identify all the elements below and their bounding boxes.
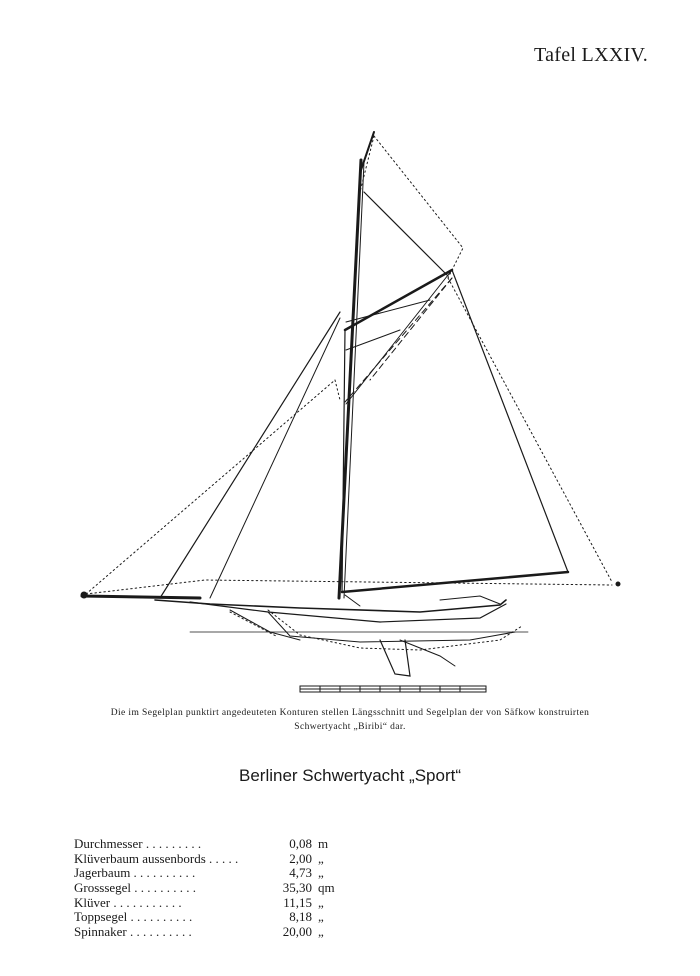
caption-line-1: Die im Segelplan punktirt angedeuteten Konturen stellen Längsschnitt und Segelplan der von Säfkow konstruirten [110, 708, 590, 718]
spec-unit: m [318, 836, 329, 851]
spec-value: 4,73 [289, 865, 312, 881]
spec-value: 2,00 [289, 850, 312, 866]
spec-unit: „ [318, 865, 324, 881]
gaff [345, 270, 452, 330]
spec-table [74, 837, 335, 940]
spec-value: 8,18 [289, 909, 312, 925]
spec-label: Durchmesser . . . . . . . . . [74, 836, 202, 851]
spec-row [74, 881, 335, 896]
jib-outline [160, 312, 340, 598]
spec-unit: „ [318, 909, 324, 925]
spec-label: Grosssegel . . . . . . . . . . [74, 880, 197, 896]
spec-unit: „ [318, 850, 324, 866]
spec-value: 11,15 [283, 894, 312, 910]
mainsail-outline [342, 270, 568, 592]
biribi-dashed-boom [345, 278, 452, 402]
spec-unit: qm [318, 880, 335, 896]
spec-value: 20,00 [282, 924, 312, 940]
caption-line-2: Schwertyacht „Biribi“ dar. [294, 722, 406, 732]
spec-value: 35,30 [282, 880, 312, 896]
hull-outline [155, 600, 506, 612]
bowsprit [82, 596, 200, 598]
spec-row [74, 852, 335, 867]
figure-caption [60, 706, 640, 734]
topmast-tip [361, 132, 374, 170]
spec-unit: „ [318, 894, 324, 910]
spec-value: 0,08 [289, 836, 312, 851]
spec-label: Spinnaker . . . . . . . . . . [74, 924, 192, 940]
topsail-outline [364, 192, 448, 276]
spec-row [74, 925, 335, 940]
page-title: Berliner Schwertyacht „Sport“ [238, 766, 462, 785]
plate-number: Tafel LXXIV. [533, 44, 648, 66]
spec-row [74, 896, 335, 911]
bowsprit-end [81, 592, 87, 598]
spec-row [74, 837, 335, 852]
main-boom [342, 572, 568, 592]
spec-label: Klüver . . . . . . . . . . . [74, 894, 182, 910]
spec-label: Toppsegel . . . . . . . . . . [74, 909, 193, 925]
spec-row [74, 910, 335, 925]
scale-bar [300, 686, 486, 692]
spec-label: Jagerbaum . . . . . . . . . . [74, 865, 196, 881]
spec-label: Klüverbaum aussenbords . . . . . [74, 850, 239, 866]
spec-row [74, 866, 335, 881]
spec-unit: „ [318, 924, 324, 940]
